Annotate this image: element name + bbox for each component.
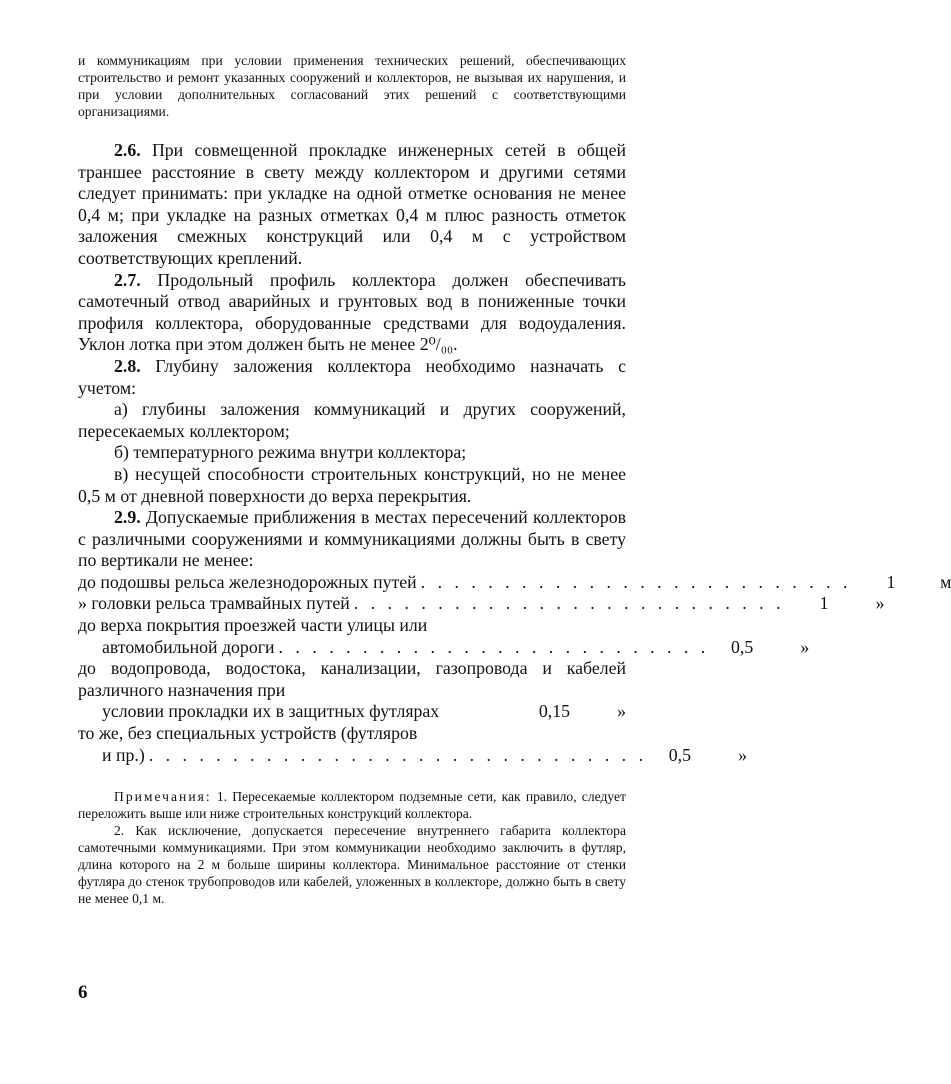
row-unit: » [875, 593, 885, 614]
document-page [78, 52, 951, 907]
table-row [78, 636, 810, 659]
section-number: 2.9. [114, 507, 141, 528]
list-item: б) температурного режима внутри коллектора; [114, 442, 467, 463]
table-row [78, 744, 748, 767]
leader-dots: . . . . . . . . . . . . . . . . . . . . . . . . . . [420, 571, 852, 592]
row-pre-text: то же, без специальных устройств (футляров [78, 723, 418, 744]
page-number: 6 [78, 982, 88, 1003]
section-text-end: . [453, 334, 458, 355]
leader-dots: . . . . . . . . . . . . . . . . . . . . . . . . . . [353, 593, 785, 614]
leader-dots: . . . . . . . . . . . . . . . . . . . . . . . . . . . . . . [148, 744, 648, 765]
notes-heading: Примечания: [114, 789, 212, 805]
row-unit: » [617, 701, 626, 722]
row-label: » головки рельса трамвайных путей [78, 593, 350, 614]
row-label: до подошвы рельса железнодорожных путей [78, 571, 417, 592]
note-text: 1. Пересекаемые коллектором подземные сети, как правило, следует переложить выше или ниже строительных конструкций коллектора. [78, 789, 626, 822]
section-number: 2.6. [114, 140, 141, 160]
list-item: в) несущей способности строительных конструкций, но не менее 0,5 м от дневной поверхности до верха перекрытия. [78, 463, 626, 506]
row-value: 0,5 [731, 636, 754, 657]
row-pre-text: до водопровода, водостока, канализации, газопровода и кабелей различного назначения при [78, 658, 626, 700]
row-label: и пр.) [102, 744, 145, 765]
section-number: 2.8. [114, 355, 141, 376]
note-2: 2. Как исключение, допускается пересечение внутреннего габарита коллектора самотечными коммуникациями. При этом коммуникации необходимо заключить в футляр, длина которого на 2 м больше ширины коллектора. Минимальное расстояние от стенки футляра до стенок трубопроводов или кабелей, уложенных в коллекторе, должно быть в свету не менее 0,1 м. [78, 823, 626, 907]
section-2-9 [78, 507, 626, 572]
intro-paragraph: и коммуникациям при условии применения технических решений, обеспечивающих строительство и ремонт указанных сооружений и коллекторов, не вызывая их нарушения, и при условии дополнительных согласований этих решений с соответствующими организациями. [78, 53, 626, 119]
row-label: условии прокладки их в защитных футлярах [102, 701, 440, 722]
table-row [78, 571, 951, 594]
slope-unit: ⁰/₀₀ [428, 334, 454, 355]
section-text: Глубину заложения коллектора необходимо назначать с учетом: [78, 355, 626, 398]
section-text: Допускаемые приближения в местах пересечений коллекторов с различными сооружениями и коммуникациями должны быть в свету по вертикали не менее: [78, 507, 626, 571]
clearance-table [78, 571, 951, 766]
row-value: 0,15 [538, 701, 570, 722]
row-unit: » [738, 744, 748, 765]
section-text: При совмещенной прокладке инженерных сетей в общей траншее расстояние в свету между коллектором и другими сетями следует принимать: при укладке на одной отметке основания не менее 0,4 м; при укладке на разных отметках 0,4 м плюс разность отметок заложения смежных конструкций или 0,4 м с устройством соответствующих креплений. [78, 140, 626, 268]
section-number: 2.7. [114, 269, 141, 290]
row-unit: » [800, 636, 810, 657]
row-value: 0,5 [668, 744, 692, 765]
main-text [78, 140, 951, 766]
row-label: автомобильной дороги [102, 636, 275, 657]
row-value: 1 [886, 571, 896, 592]
row-pre-text: до верха покрытия проезжей части улицы или [78, 615, 428, 636]
section-2-6 [78, 140, 626, 270]
table-row [78, 593, 885, 615]
row-unit: м [940, 571, 951, 592]
section-2-8 [78, 356, 626, 399]
table-row [78, 701, 626, 723]
leader-dots: . . . . . . . . . . . . . . . . . . . . . . . . . . [278, 636, 710, 657]
list-item: а) глубины заложения коммуникаций и других сооружений, пересекаемых коллектором; [78, 399, 626, 441]
note-1 [78, 788, 626, 822]
section-2-7 [78, 270, 626, 356]
section-text: Продольный профиль коллектора должен обеспечивать самотечный отвод аварийных и грунтовых вод в пониженные точки профиля коллектора, оборудованные средствами для водоудаления. Уклон лотка при этом должен быть не менее 2 [78, 269, 626, 355]
row-value: 1 [819, 593, 829, 614]
notes-block [78, 788, 626, 907]
